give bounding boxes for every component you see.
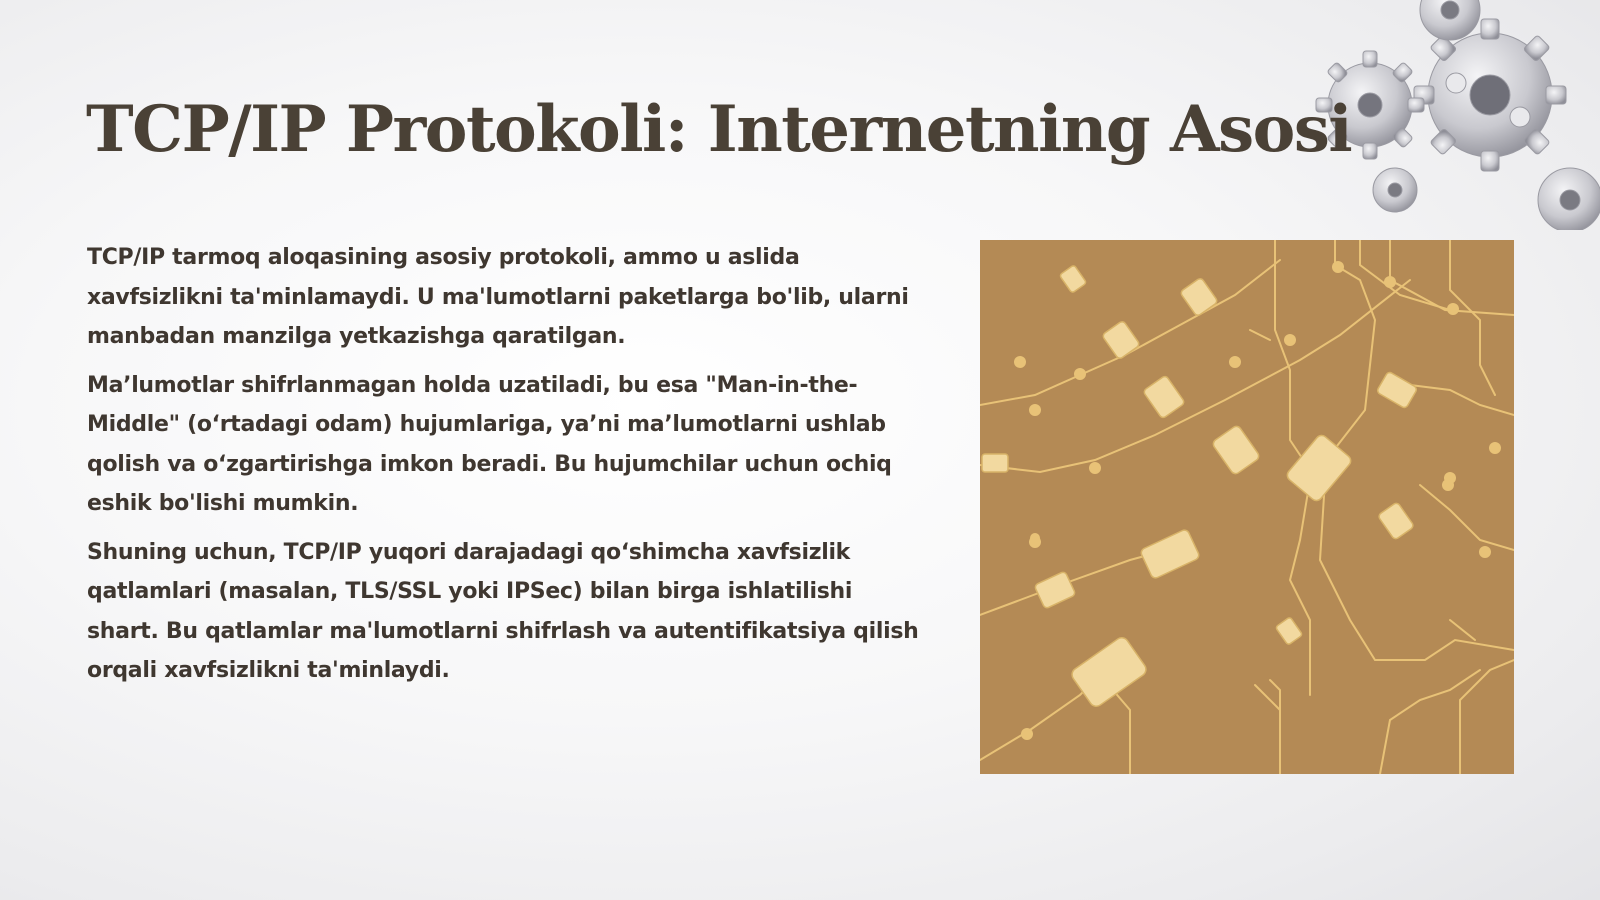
paragraph-3: Shuning uchun, TCP/IP yuqori darajadagi qo‘shimcha xavfsizlik qatlamlari (masalan, TLS/SSL yoki IPSec) bilan birga ishlatilishi shart. Bu qatlamlar ma'lumotlarni shifrlash va autentifikatsiya qilish orqali xavfsizlikni ta'minlaydi. — [87, 539, 919, 683]
slide-title: TCP/IP Protokoli: Internetning Asosi — [86, 92, 1352, 167]
paragraph-2: Ma’lumotlar shifrlanmagan holda uzatiladi, bu esa "Man-in-the-Middle" (o‘rtadagi odam) hujumlariga, ya’ni ma’lumotlarni ushlab qolish va o‘zgartirishga imkon beradi. Bu hujumchilar uchun ochiq eshik bo'lishi mumkin. — [87, 372, 892, 516]
body-text — [87, 238, 927, 700]
paragraph-1: TCP/IP tarmoq aloqasining asosiy protokoli, ammo u aslida xavfsizlikni ta'minlamaydi. U ma'lumotlarni paketlarga bo'lib, ularni manbadan manzilga yetkazishga qaratilgan. — [87, 245, 909, 349]
circuit-network-icon — [980, 240, 1514, 774]
